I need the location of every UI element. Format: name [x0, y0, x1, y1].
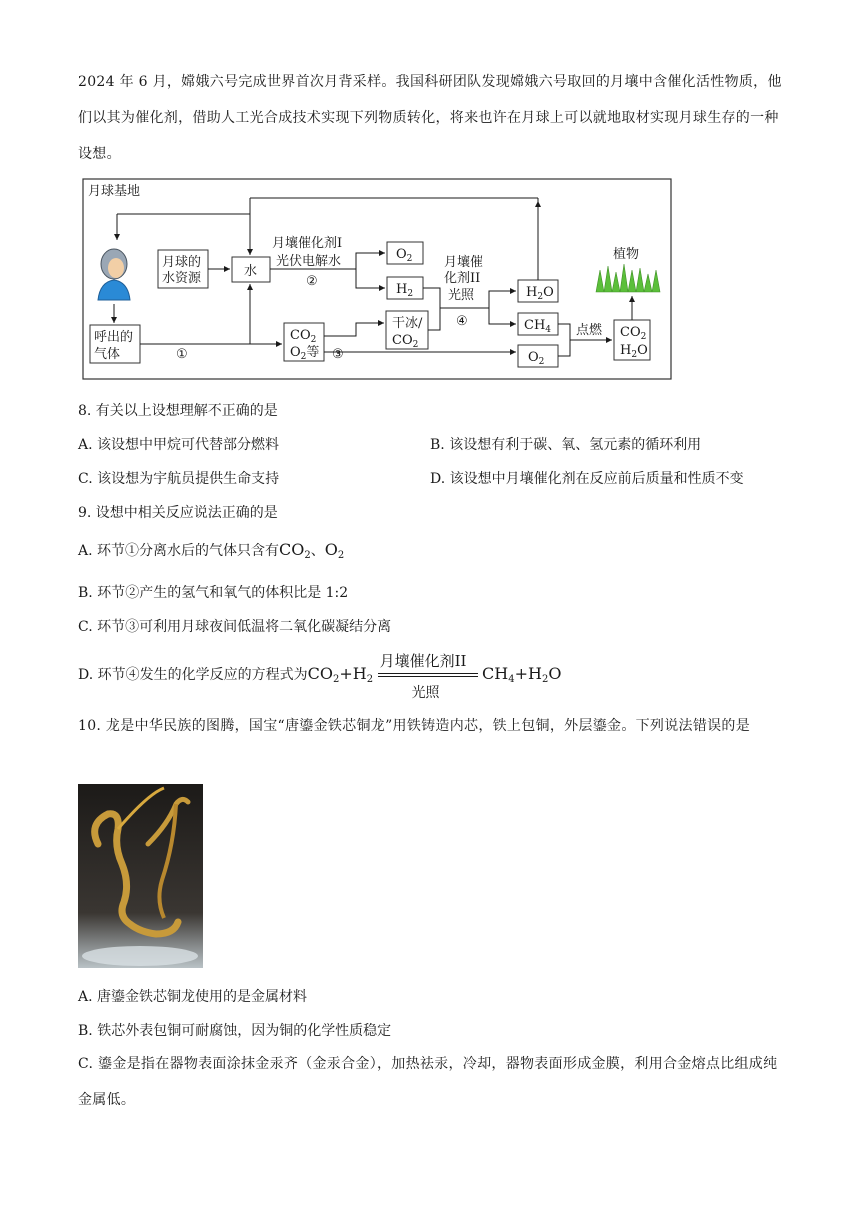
- gilded-dragon-photo: [78, 784, 203, 968]
- reaction-condition: 月壤催化剂II 光照: [378, 668, 478, 682]
- ignite-label: 点燃: [576, 323, 603, 338]
- plant-label: 植物: [613, 247, 640, 262]
- q8-option-d: D. 该设想中月壤催化剂在反应前后质量和性质不变: [430, 471, 744, 487]
- exhaled-gas-label: 呼出的: [94, 330, 134, 345]
- o2-bottom-label: $O_2$: [528, 350, 545, 367]
- svg-text:④: ④: [456, 314, 468, 329]
- h2o-label: $H_2O$: [526, 285, 554, 302]
- water-label: 水: [244, 264, 258, 279]
- ch4-label: $CH_4$: [524, 318, 552, 335]
- step2-label: 月壤催化剂I: [272, 236, 343, 251]
- dry-ice-label: 干冰/: [392, 316, 423, 331]
- svg-text:光伏电解水: 光伏电解水: [276, 254, 342, 269]
- svg-text:H2O: $H_2O$: [620, 343, 648, 360]
- o2-top-label: $O_2$: [396, 247, 413, 264]
- q10-option-a: A. 唐鎏金铁芯铜龙使用的是金属材料: [78, 989, 308, 1005]
- q9-option-a: A. 环节①分离水后的气体只含有$CO_2$、$O_2$: [78, 540, 345, 561]
- svg-text:化剂II: 化剂II: [444, 271, 481, 286]
- q9-stem: 9. 设想中相关反应说法正确的是: [78, 505, 278, 521]
- svg-text:气体: 气体: [94, 347, 121, 362]
- moon-water-label: 月球的: [162, 255, 202, 270]
- svg-text:②: ②: [306, 274, 318, 289]
- final-products-label: $CO_2$: [620, 325, 647, 342]
- q10-option-b: B. 铁芯外表包铜可耐腐蚀，因为铜的化学性质稳定: [78, 1023, 392, 1039]
- catalyst2-label: 月壤催: [444, 255, 484, 270]
- astronaut-icon: [98, 249, 130, 300]
- q10-stem: 10. 龙是中华民族的图腾，国宝“唐鎏金铁芯铜龙”用铁铸造内芯，铁上包铜，外层鎏金。下列说法错误的是: [78, 718, 751, 734]
- q8-option-c: C. 该设想为宇航员提供生命支持: [78, 471, 280, 487]
- q9-option-b: B. 环节②产生的氢气和氧气的体积比是 1:2: [78, 585, 349, 601]
- moon-base-flow-diagram: [82, 178, 674, 382]
- h2-label: $H_2$: [396, 282, 414, 299]
- svg-text:CO2: $CO_2$: [392, 333, 419, 350]
- co2-o2-label: $CO_2$: [290, 328, 317, 345]
- q10-option-c: C. 鎏金是指在器物表面涂抹金汞齐（金汞合金），加热祛汞，冷却，器物表面形成金膜，利用合金熔点比组成纯金属低。: [78, 1056, 778, 1108]
- svg-text:光照: 光照: [448, 288, 475, 303]
- plant-icon: [596, 264, 660, 292]
- svg-text:水资源: 水资源: [162, 271, 202, 286]
- intro-paragraph: 2024 年 6 月，嫦娥六号完成世界首次月背采样。我国科研团队发现嫦娥六号取回的月壤中含催化活性物质，他们以其为催化剂，借助人工光合成技术实现下列物质转化，将来也许在月球上可以就地取材实现月球生存的一种设想。: [78, 74, 782, 162]
- step1-label: ①: [176, 347, 188, 362]
- q8-option-b: B. 该设想有利于碳、氧、氢元素的循环利用: [430, 437, 702, 453]
- q8-option-a: A. 该设想中甲烷可代替部分燃料: [78, 437, 280, 453]
- q8-stem: 8. 有关以上设想理解不正确的是: [78, 403, 278, 419]
- frame-title: 月球基地: [88, 184, 141, 199]
- q9-option-d: D. 环节④发生的化学反应的方程式为$CO_2+H_2$ 月壤催化剂II 光照 $CH_4+H_2O$: [78, 652, 562, 701]
- step3-label: ③: [332, 347, 344, 362]
- svg-text:O2等: $O_2$等: [290, 345, 320, 362]
- q9-option-c: C. 环节③可利用月球夜间低温将二氧化碳凝结分离: [78, 619, 392, 635]
